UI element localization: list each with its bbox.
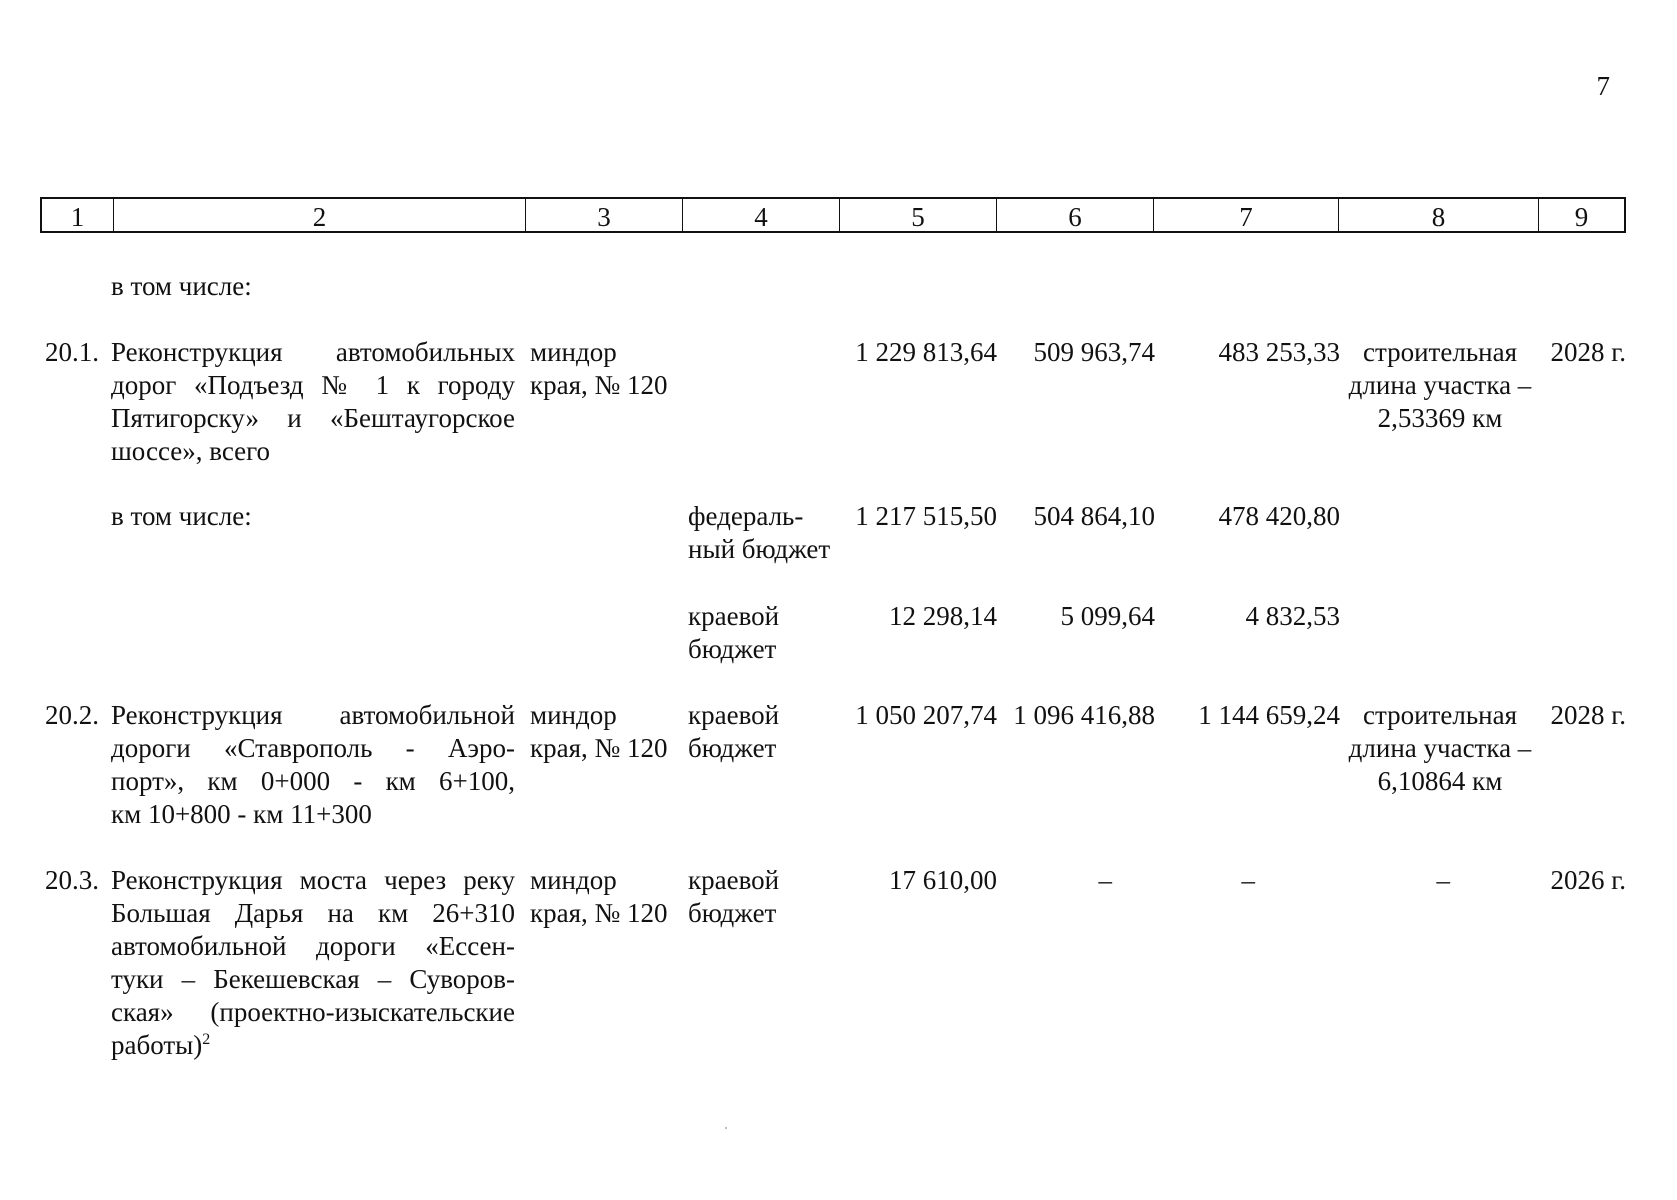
description-line: порт», км 0+000 - км 6+100, <box>111 766 515 796</box>
page-number: 7 <box>1596 71 1610 101</box>
header-col-4: 4 <box>683 199 840 231</box>
funding-source-line: ный бюджет <box>688 534 831 564</box>
executor-line: миндор <box>530 337 617 367</box>
value-col-6: 509 963,74 <box>1033 337 1155 367</box>
description-line: Реконструкция автомобильной <box>111 700 515 730</box>
description-line: ская» (проектно-изыскательские <box>111 997 515 1027</box>
result-line: строительная <box>1363 337 1517 367</box>
header-col-7: 7 <box>1154 199 1339 231</box>
description-line: Реконструкция моста через реку <box>111 865 515 895</box>
funding-source-line: краевой <box>688 601 780 631</box>
completion-year: 2026 г. <box>1550 865 1626 895</box>
executor-line: миндор <box>530 865 617 895</box>
header-col-1: 1 <box>42 199 114 231</box>
value-col-6: 5 099,64 <box>1060 601 1155 631</box>
value-col-5: 17 610,00 <box>889 865 997 895</box>
funding-source-line: краевой <box>688 865 780 895</box>
value-col-5: 12 298,14 <box>889 601 997 631</box>
row-number: 20.2. <box>45 700 99 730</box>
executor-line: края, № 120 <box>530 898 668 928</box>
value-col-7: 4 832,53 <box>1245 601 1340 631</box>
description-line: Большая Дарья на км 26+310 <box>111 898 515 928</box>
description-line: дорог «Подъезд № 1 к городу <box>111 370 515 400</box>
row-number: 20.1. <box>45 337 99 367</box>
sub-label: в том числе: <box>111 501 252 531</box>
description-line: Реконструкция автомобильных <box>111 337 515 367</box>
value-col-7: 1 144 659,24 <box>1198 700 1340 730</box>
result-line: длина участка – <box>1348 733 1532 763</box>
header-col-5: 5 <box>840 199 997 231</box>
header-col-2: 2 <box>114 199 526 231</box>
row-number: 20.3. <box>45 865 99 895</box>
scan-speck <box>725 1127 727 1129</box>
executor <box>530 699 688 765</box>
result-description: – <box>1436 865 1450 895</box>
funding-source-line: федераль- <box>688 501 804 531</box>
header-col-8: 8 <box>1339 199 1539 231</box>
description-line: туки – Бекешевская – Суворов- <box>111 964 515 994</box>
value-col-6: – <box>1098 865 1112 895</box>
header-col-6: 6 <box>997 199 1154 231</box>
row-description <box>111 336 515 468</box>
value-col-5: 1 217 515,50 <box>855 501 997 531</box>
completion-year: 2028 г. <box>1550 337 1626 367</box>
executor-line: края, № 120 <box>530 370 668 400</box>
value-col-7: 483 253,33 <box>1218 337 1340 367</box>
intro-label: в том числе: <box>111 271 252 301</box>
description-text: работы) <box>111 1030 203 1060</box>
executor-line: миндор <box>530 700 617 730</box>
result-description <box>1340 699 1540 798</box>
funding-source-line: бюджет <box>688 634 777 664</box>
result-line: строительная <box>1363 700 1517 730</box>
completion-year: 2028 г. <box>1550 700 1626 730</box>
value-col-5: 1 050 207,74 <box>855 700 997 730</box>
result-description <box>1340 336 1540 435</box>
footnote-marker: 2 <box>202 1031 211 1048</box>
funding-source-line: краевой <box>688 700 780 730</box>
value-col-7: – <box>1241 865 1255 895</box>
result-line: длина участка – <box>1348 370 1532 400</box>
executor <box>530 336 688 402</box>
funding-source-line: бюджет <box>688 898 777 928</box>
row-description <box>111 864 515 1062</box>
header-col-9: 9 <box>1574 202 1589 231</box>
table-header-row <box>40 197 1626 233</box>
description-line: шоссе», всего <box>111 436 271 466</box>
value-col-6: 504 864,10 <box>1033 501 1155 531</box>
executor-line: края, № 120 <box>530 733 668 763</box>
value-col-5: 1 229 813,64 <box>855 337 997 367</box>
header-col-3: 3 <box>526 199 683 231</box>
result-line: 2,53369 км <box>1377 403 1503 433</box>
funding-source-line: бюджет <box>688 733 777 763</box>
description-line: дороги «Ставрополь - Аэро- <box>111 733 515 763</box>
result-line: 6,10864 км <box>1377 766 1503 796</box>
executor <box>530 864 688 930</box>
description-line: автомобильной дороги «Ессен- <box>111 931 515 961</box>
description-line: Пятигорску» и «Бештаугорское <box>111 403 515 433</box>
description-line-last <box>111 1029 515 1062</box>
row-description <box>111 699 515 831</box>
value-col-6: 1 096 416,88 <box>1013 700 1155 730</box>
value-col-7: 478 420,80 <box>1218 501 1340 531</box>
description-line: км 10+800 - км 11+300 <box>111 799 372 829</box>
